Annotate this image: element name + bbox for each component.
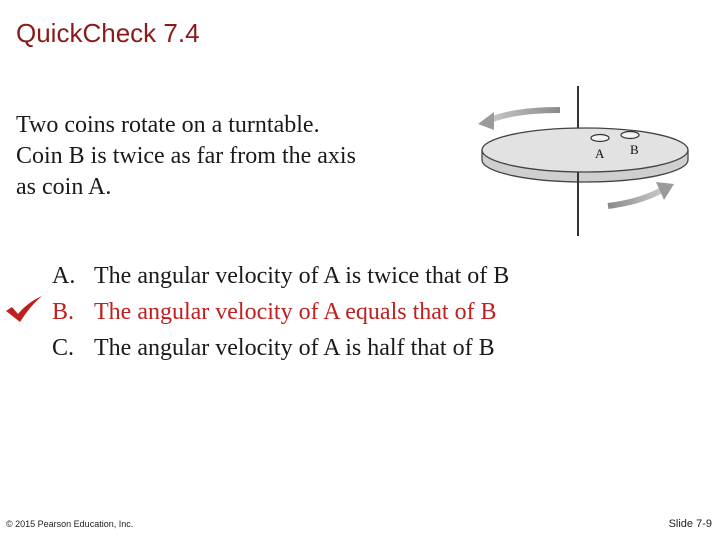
- checkmark-icon: [4, 294, 44, 324]
- question-text: [16, 110, 436, 203]
- copyright-notice: © 2015 Pearson Education, Inc.: [6, 519, 134, 529]
- coin-b-label: B: [630, 142, 639, 157]
- question-line: Coin B is twice as far from the axis: [16, 143, 356, 169]
- turntable-diagram: [470, 80, 690, 240]
- coin-a-label: A: [595, 146, 605, 161]
- coin-b: [621, 132, 639, 139]
- coin-a: [591, 135, 609, 142]
- slide-number: Slide 7-9: [668, 518, 712, 530]
- option-letter: B.: [52, 299, 75, 325]
- turntable-figure: [470, 80, 690, 240]
- slide-title: QuickCheck 7.4: [16, 18, 200, 48]
- option-text: The angular velocity of A is half that of B: [94, 335, 495, 361]
- option-c[interactable]: [52, 330, 509, 366]
- option-letter: C.: [52, 335, 75, 361]
- answer-options: [52, 258, 509, 366]
- option-b[interactable]: [52, 294, 509, 330]
- turntable-top: [482, 128, 688, 172]
- option-letter: A.: [52, 263, 76, 289]
- option-text: The angular velocity of A equals that of B: [94, 299, 497, 325]
- question-line: as coin A.: [16, 174, 112, 200]
- option-text: The angular velocity of A is twice that of B: [94, 263, 510, 289]
- arrowhead-icon: [478, 112, 494, 130]
- question-line: Two coins rotate on a turntable.: [16, 112, 320, 138]
- option-a[interactable]: [52, 258, 509, 294]
- rotation-arrow-icon: [490, 110, 560, 120]
- rotation-arrow-icon: [608, 190, 662, 206]
